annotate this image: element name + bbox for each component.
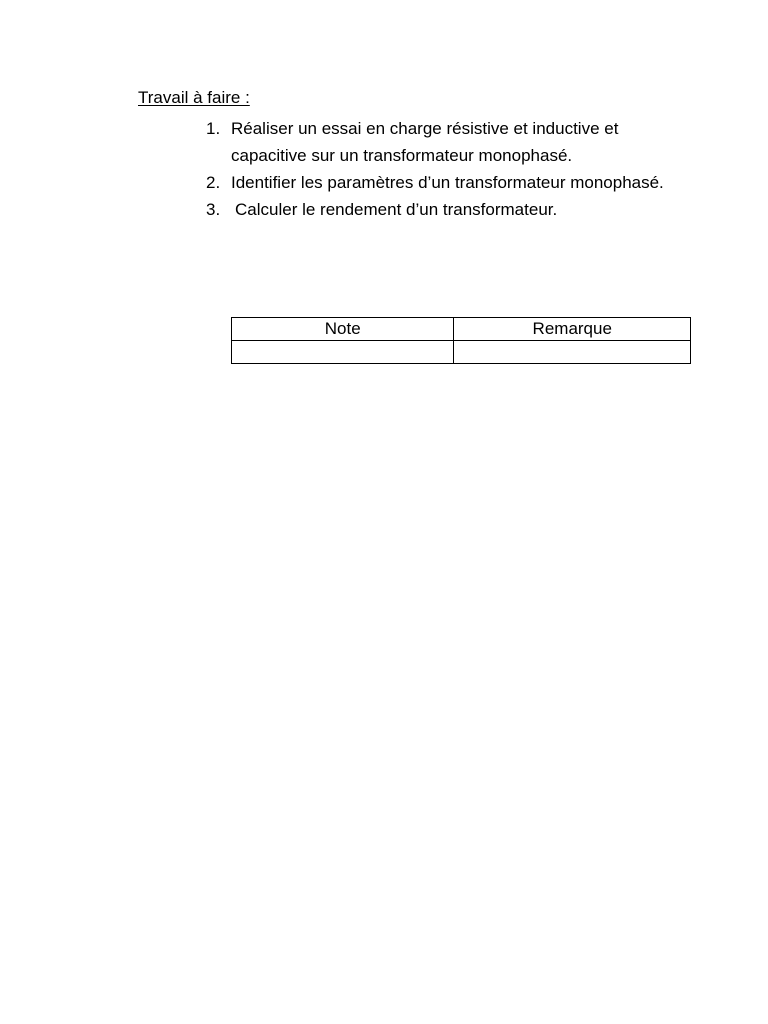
task-number: 1. — [206, 119, 221, 138]
table-row — [232, 341, 691, 364]
task-text: Calculer le rendement d’un transformateur. — [235, 200, 558, 219]
section-heading: Travail à faire : — [138, 88, 250, 107]
note-cell — [232, 341, 454, 364]
task-item — [206, 115, 686, 169]
grade-table — [231, 317, 691, 364]
remarque-header: Remarque — [454, 318, 691, 341]
note-header: Note — [232, 318, 454, 341]
task-item — [206, 196, 686, 223]
task-text: Réaliser un essai en charge résistive et inductive et capacitive sur un transformateur monophasé. — [231, 119, 619, 165]
remarque-cell — [454, 341, 691, 364]
table-header-row — [232, 318, 691, 341]
task-number: 3. — [206, 200, 221, 219]
task-item — [206, 169, 686, 196]
task-text: Identifier les paramètres d’un transformateur monophasé. — [231, 173, 664, 192]
task-number: 2. — [206, 173, 221, 192]
task-list — [206, 115, 686, 223]
